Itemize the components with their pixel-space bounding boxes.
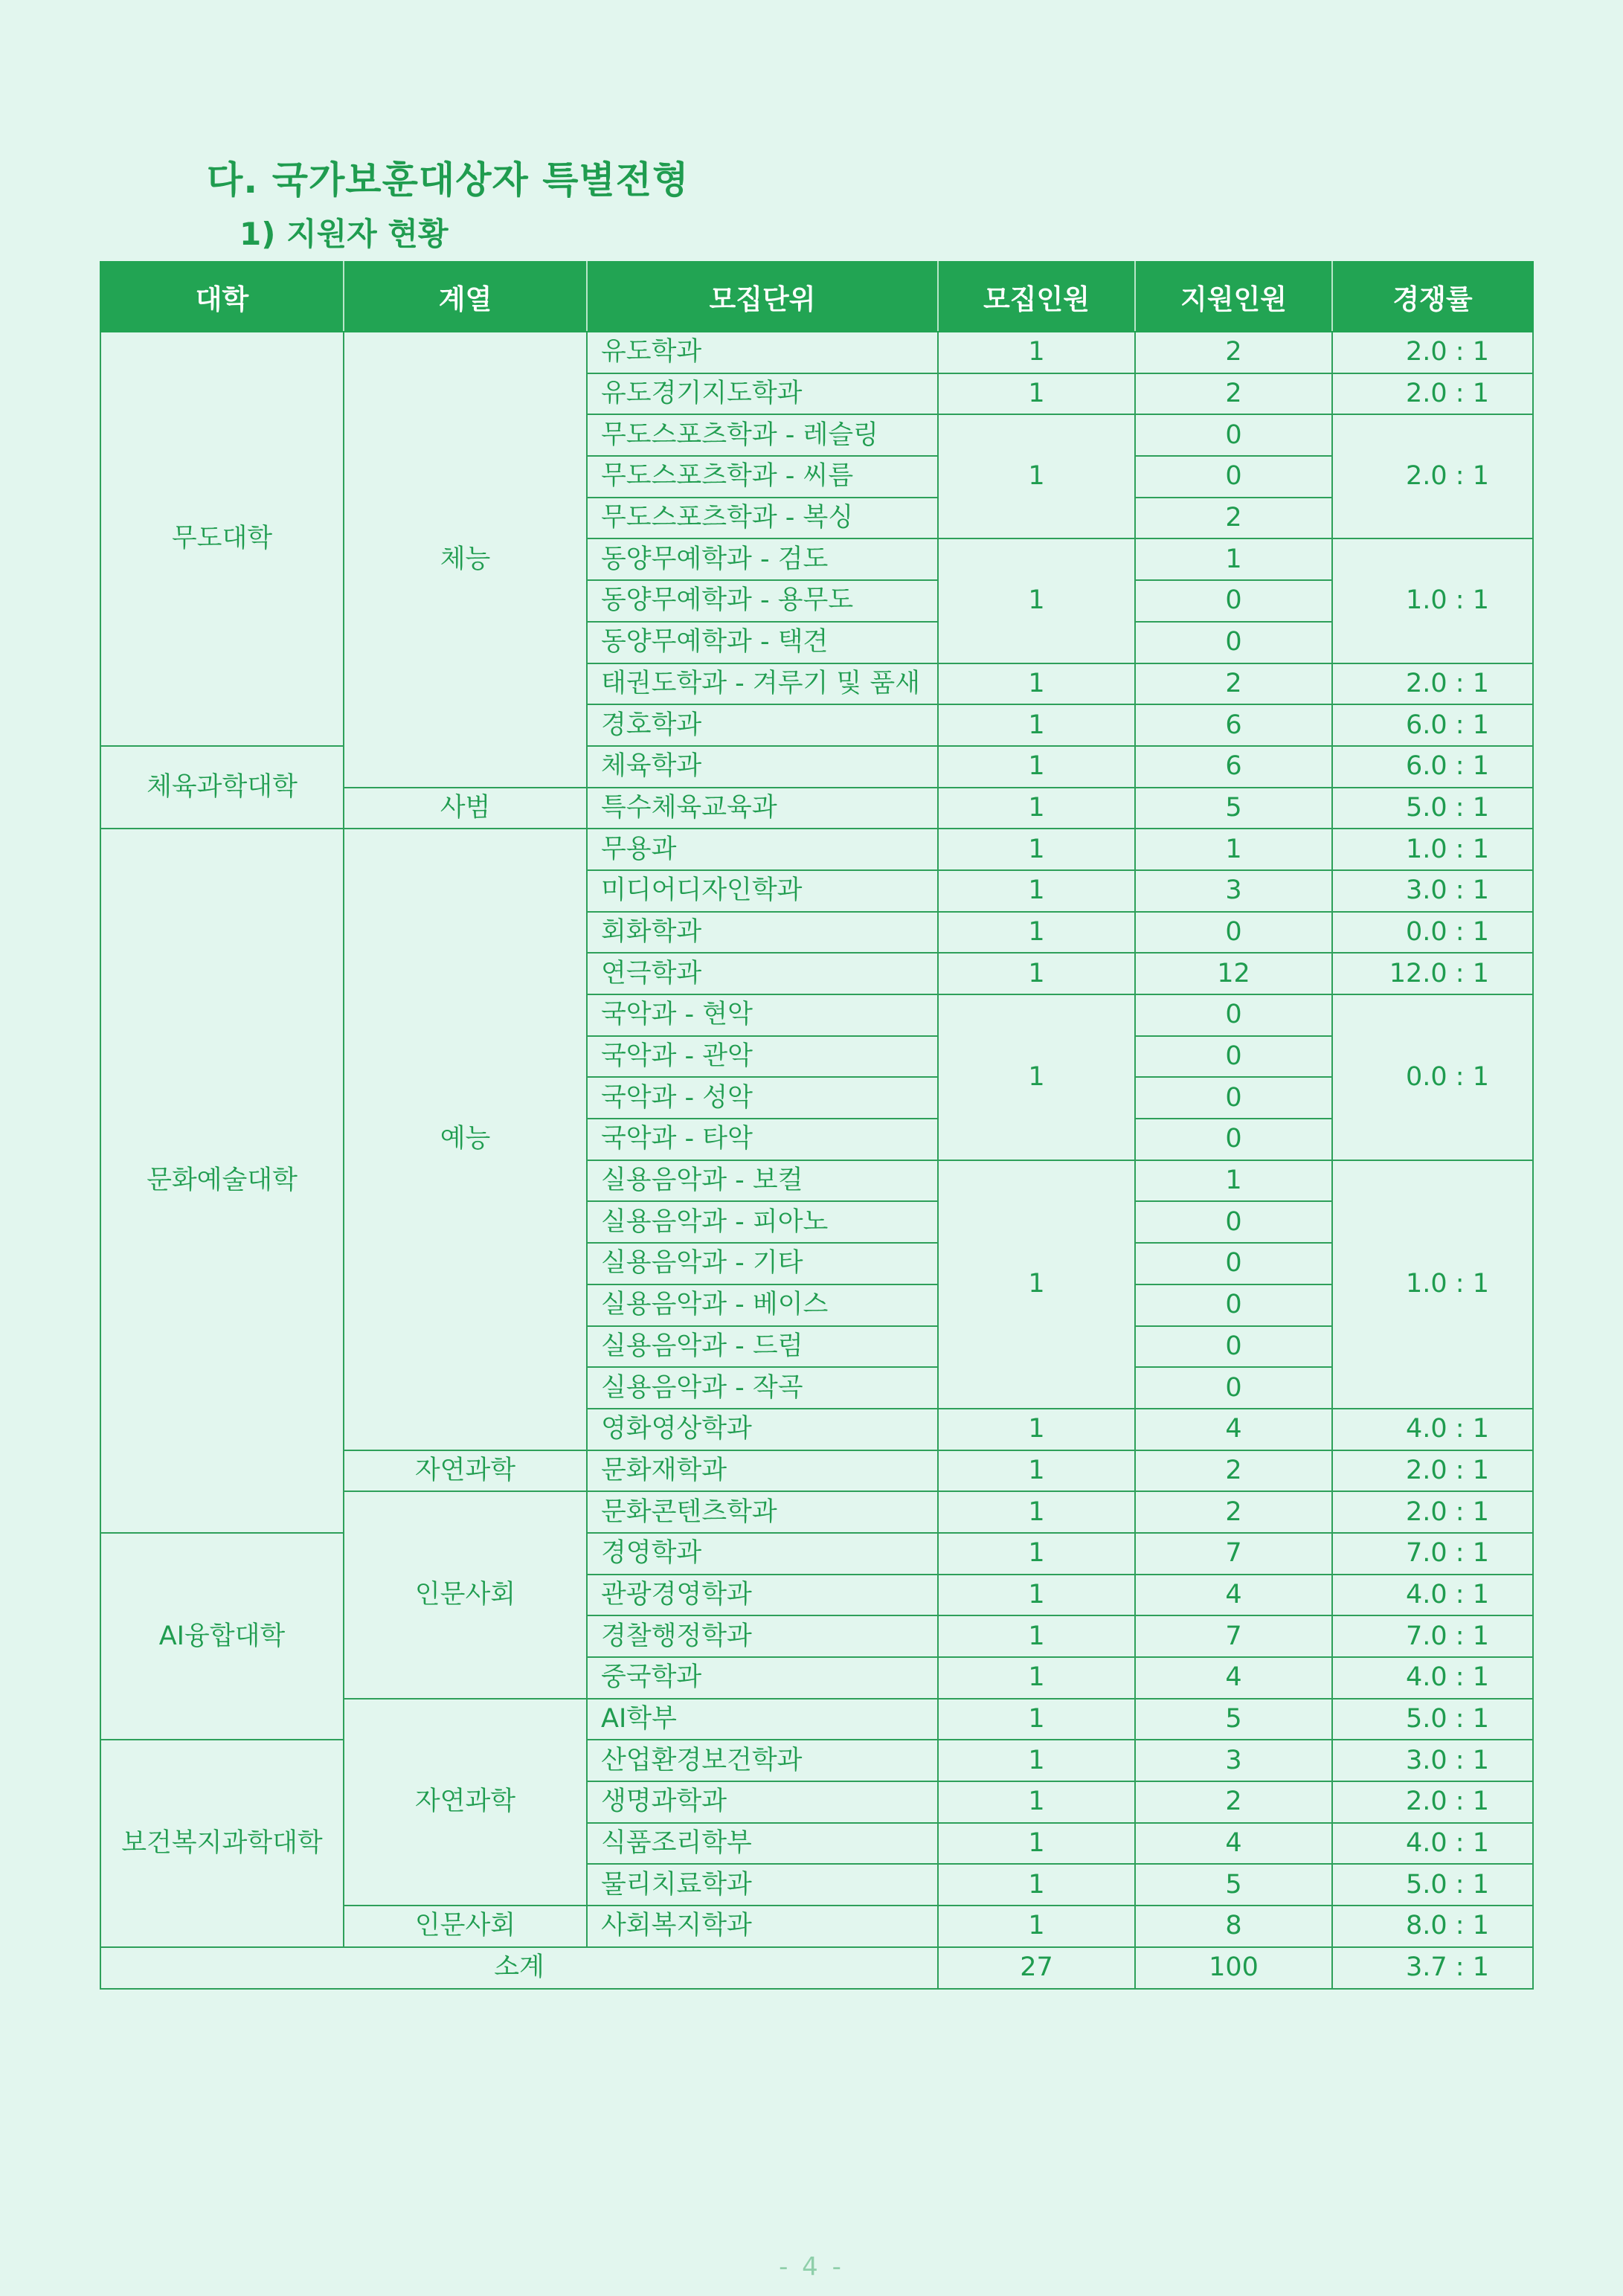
- quota-cell: 1: [938, 663, 1135, 705]
- applicants-cell: 4: [1135, 1575, 1332, 1616]
- header-unit: 모집단위: [587, 262, 938, 332]
- dept-cell: 동양무예학과 - 검도: [587, 538, 938, 580]
- total-row: [100, 1947, 1533, 1989]
- quota-cell: 1: [938, 1823, 1135, 1865]
- applicants-cell: 1: [1135, 1160, 1332, 1202]
- applicants-cell: 4: [1135, 1657, 1332, 1699]
- dept-cell: 실용음악과 - 드럼: [587, 1326, 938, 1368]
- ratio-cell: 0.0 : 1: [1332, 912, 1533, 954]
- total-quota: 27: [938, 1947, 1135, 1989]
- quota-cell: 1: [938, 704, 1135, 746]
- applicants-cell: 4: [1135, 1409, 1332, 1450]
- dept-cell: AI학부: [587, 1699, 938, 1740]
- quota-cell: 1: [938, 1781, 1135, 1823]
- ratio-cell: 4.0 : 1: [1332, 1575, 1533, 1616]
- ratio-cell: 8.0 : 1: [1332, 1906, 1533, 1947]
- dept-cell: 관광경영학과: [587, 1575, 938, 1616]
- applicants-cell: 0: [1135, 1367, 1332, 1409]
- ratio-cell: 2.0 : 1: [1332, 414, 1533, 538]
- applicants-cell: 1: [1135, 829, 1332, 870]
- applicants-cell: 2: [1135, 663, 1332, 705]
- total-label: 소계: [100, 1947, 938, 1989]
- applicants-cell: 0: [1135, 1201, 1332, 1243]
- applicants-cell: 2: [1135, 1450, 1332, 1492]
- applicants-cell: 0: [1135, 580, 1332, 622]
- section-subtitle: 1) 지원자 현황: [240, 216, 449, 252]
- quota-cell: 1: [938, 1657, 1135, 1699]
- dept-cell: 무도스포츠학과 - 레슬링: [587, 414, 938, 456]
- dept-cell: 연극학과: [587, 953, 938, 994]
- dept-cell: 동양무예학과 - 용무도: [587, 580, 938, 622]
- ratio-cell: 1.0 : 1: [1332, 1160, 1533, 1409]
- applicants-cell: 0: [1135, 1243, 1332, 1284]
- table-header-row: [100, 262, 1533, 332]
- college-cell: AI융합대학: [100, 1533, 344, 1740]
- dept-cell: 무용과: [587, 829, 938, 870]
- dept-cell: 태권도학과 - 겨루기 및 품새: [587, 663, 938, 705]
- dept-cell: 국악과 - 관악: [587, 1036, 938, 1078]
- applicants-cell: 6: [1135, 704, 1332, 746]
- ratio-cell: 1.0 : 1: [1332, 538, 1533, 663]
- quota-cell: 1: [938, 953, 1135, 994]
- applicants-cell: 7: [1135, 1533, 1332, 1575]
- quota-cell: 1: [938, 1699, 1135, 1740]
- dept-cell: 동양무예학과 - 택견: [587, 622, 938, 663]
- applicants-cell: 2: [1135, 332, 1332, 373]
- table-row: [100, 1740, 1533, 1781]
- dept-cell: 무도스포츠학과 - 복싱: [587, 498, 938, 539]
- dept-cell: 경찰행정학과: [587, 1615, 938, 1657]
- ratio-cell: 2.0 : 1: [1332, 1491, 1533, 1533]
- dept-cell: 생명과학과: [587, 1781, 938, 1823]
- dept-cell: 유도학과: [587, 332, 938, 373]
- college-cell: 보건복지과학대학: [100, 1740, 344, 1946]
- ratio-cell: 7.0 : 1: [1332, 1533, 1533, 1575]
- table-row: [100, 332, 1533, 373]
- dept-cell: 실용음악과 - 기타: [587, 1243, 938, 1284]
- applicants-cell: 0: [1135, 1036, 1332, 1078]
- quota-cell: 1: [938, 994, 1135, 1160]
- ratio-cell: 4.0 : 1: [1332, 1657, 1533, 1699]
- ratio-cell: 2.0 : 1: [1332, 373, 1533, 415]
- applicants-cell: 5: [1135, 1864, 1332, 1906]
- ratio-cell: 2.0 : 1: [1332, 1450, 1533, 1492]
- table-row: [100, 746, 1533, 788]
- college-cell: 체육과학대학: [100, 746, 344, 829]
- ratio-cell: 1.0 : 1: [1332, 829, 1533, 870]
- applicant-status-table: [100, 261, 1534, 1990]
- dept-cell: 경호학과: [587, 704, 938, 746]
- dept-cell: 영화영상학과: [587, 1409, 938, 1450]
- quota-cell: 1: [938, 1575, 1135, 1616]
- applicants-cell: 0: [1135, 622, 1332, 663]
- quota-cell: 1: [938, 912, 1135, 954]
- quota-cell: 1: [938, 1906, 1135, 1947]
- quota-cell: 1: [938, 1160, 1135, 1409]
- track-cell: 자연과학: [344, 1450, 587, 1492]
- applicants-cell: 0: [1135, 1119, 1332, 1160]
- dept-cell: 특수체육교육과: [587, 788, 938, 829]
- ratio-cell: 4.0 : 1: [1332, 1409, 1533, 1450]
- dept-cell: 국악과 - 현악: [587, 994, 938, 1036]
- dept-cell: 국악과 - 타악: [587, 1119, 938, 1160]
- ratio-cell: 5.0 : 1: [1332, 1699, 1533, 1740]
- ratio-cell: 12.0 : 1: [1332, 953, 1533, 994]
- applicants-cell: 0: [1135, 1326, 1332, 1368]
- ratio-cell: 2.0 : 1: [1332, 1781, 1533, 1823]
- section-title: 다. 국가보훈대상자 특별전형: [207, 158, 690, 202]
- college-cell: 무도대학: [100, 332, 344, 746]
- dept-cell: 실용음악과 - 작곡: [587, 1367, 938, 1409]
- ratio-cell: 7.0 : 1: [1332, 1615, 1533, 1657]
- ratio-cell: 4.0 : 1: [1332, 1823, 1533, 1865]
- dept-cell: 실용음악과 - 보컬: [587, 1160, 938, 1202]
- dept-cell: 물리치료학과: [587, 1864, 938, 1906]
- quota-cell: 1: [938, 1740, 1135, 1781]
- dept-cell: 무도스포츠학과 - 씨름: [587, 456, 938, 498]
- quota-cell: 1: [938, 1533, 1135, 1575]
- dept-cell: 실용음악과 - 피아노: [587, 1201, 938, 1243]
- header-track: 계열: [344, 262, 587, 332]
- dept-cell: 체육학과: [587, 746, 938, 788]
- dept-cell: 식품조리학부: [587, 1823, 938, 1865]
- applicants-cell: 7: [1135, 1615, 1332, 1657]
- dept-cell: 사회복지학과: [587, 1906, 938, 1947]
- dept-cell: 실용음악과 - 베이스: [587, 1284, 938, 1326]
- dept-cell: 회화학과: [587, 912, 938, 954]
- quota-cell: 1: [938, 538, 1135, 663]
- quota-cell: 1: [938, 1491, 1135, 1533]
- dept-cell: 국악과 - 성악: [587, 1077, 938, 1119]
- ratio-cell: 5.0 : 1: [1332, 788, 1533, 829]
- applicants-cell: 0: [1135, 1284, 1332, 1326]
- header-applicants: 지원인원: [1135, 262, 1332, 332]
- dept-cell: 미디어디자인학과: [587, 870, 938, 912]
- quota-cell: 1: [938, 829, 1135, 870]
- dept-cell: 중국학과: [587, 1657, 938, 1699]
- applicants-cell: 5: [1135, 1699, 1332, 1740]
- quota-cell: 1: [938, 1864, 1135, 1906]
- applicants-cell: 0: [1135, 912, 1332, 954]
- applicants-cell: 3: [1135, 870, 1332, 912]
- applicants-cell: 2: [1135, 1491, 1332, 1533]
- applicants-cell: 0: [1135, 1077, 1332, 1119]
- quota-cell: 1: [938, 1409, 1135, 1450]
- applicants-cell: 2: [1135, 498, 1332, 539]
- page-number: - 4 -: [779, 2252, 844, 2282]
- applicants-cell: 2: [1135, 1781, 1332, 1823]
- total-ratio: 3.7 : 1: [1332, 1947, 1533, 1989]
- applicants-cell: 0: [1135, 414, 1332, 456]
- ratio-cell: 0.0 : 1: [1332, 994, 1533, 1160]
- ratio-cell: 6.0 : 1: [1332, 704, 1533, 746]
- applicants-cell: 1: [1135, 538, 1332, 580]
- ratio-cell: 6.0 : 1: [1332, 746, 1533, 788]
- ratio-cell: 3.0 : 1: [1332, 870, 1533, 912]
- total-applicants: 100: [1135, 1947, 1332, 1989]
- track-cell: 체능: [344, 332, 587, 788]
- table-row: [100, 1533, 1533, 1575]
- quota-cell: 1: [938, 332, 1135, 373]
- quota-cell: 1: [938, 1450, 1135, 1492]
- applicants-cell: 0: [1135, 456, 1332, 498]
- header-ratio: 경쟁률: [1332, 262, 1533, 332]
- dept-cell: 유도경기지도학과: [587, 373, 938, 415]
- track-cell: 사범: [344, 788, 587, 829]
- ratio-cell: 3.0 : 1: [1332, 1740, 1533, 1781]
- track-cell: 인문사회: [344, 1491, 587, 1698]
- table-row: [100, 829, 1533, 870]
- track-cell: 예능: [344, 829, 587, 1450]
- applicants-cell: 0: [1135, 994, 1332, 1036]
- header-quota: 모집인원: [938, 262, 1135, 332]
- applicants-cell: 12: [1135, 953, 1332, 994]
- quota-cell: 1: [938, 746, 1135, 788]
- applicants-cell: 6: [1135, 746, 1332, 788]
- ratio-cell: 5.0 : 1: [1332, 1864, 1533, 1906]
- ratio-cell: 2.0 : 1: [1332, 332, 1533, 373]
- quota-cell: 1: [938, 788, 1135, 829]
- dept-cell: 산업환경보건학과: [587, 1740, 938, 1781]
- college-cell: 문화예술대학: [100, 829, 344, 1533]
- quota-cell: 1: [938, 414, 1135, 538]
- dept-cell: 문화콘텐츠학과: [587, 1491, 938, 1533]
- ratio-cell: 2.0 : 1: [1332, 663, 1533, 705]
- track-cell: 인문사회: [344, 1906, 587, 1947]
- applicants-cell: 3: [1135, 1740, 1332, 1781]
- applicants-cell: 2: [1135, 373, 1332, 415]
- quota-cell: 1: [938, 373, 1135, 415]
- applicants-cell: 8: [1135, 1906, 1332, 1947]
- quota-cell: 1: [938, 1615, 1135, 1657]
- quota-cell: 1: [938, 870, 1135, 912]
- applicants-cell: 4: [1135, 1823, 1332, 1865]
- applicants-cell: 5: [1135, 788, 1332, 829]
- track-cell: 자연과학: [344, 1699, 587, 1906]
- dept-cell: 경영학과: [587, 1533, 938, 1575]
- dept-cell: 문화재학과: [587, 1450, 938, 1492]
- header-college: 대학: [100, 262, 344, 332]
